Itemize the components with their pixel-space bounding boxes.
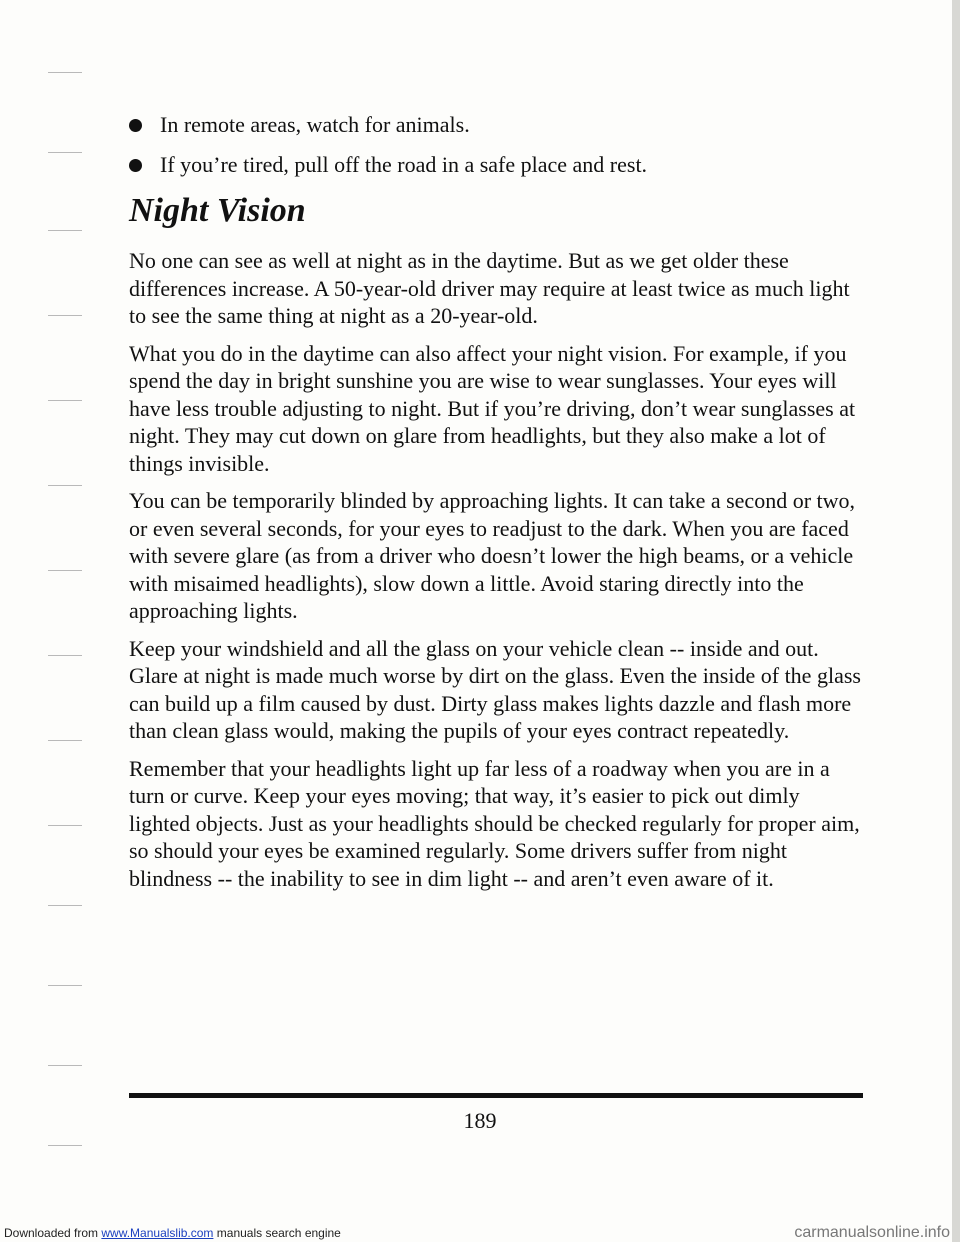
paragraph: What you do in the daytime can also affect your night vision. For example, if you spend the day in bright sunshine you are wise to wear sunglasses. Your eyes will have less trouble adjusting to night. But if you’re driving, don’t wear sunglasses at night. They may cut down on glare from headlights, but they also make a lot of things invisible. — [129, 340, 856, 476]
footer-rule — [129, 1093, 863, 1098]
manualslib-link[interactable]: www.Manualslib.com — [101, 1226, 214, 1240]
margin-tick — [48, 905, 82, 906]
margin-tick — [48, 485, 82, 486]
margin-tick — [48, 740, 82, 741]
page-content — [129, 110, 864, 902]
watermark-suffix: manuals search engine — [213, 1226, 341, 1240]
list-item — [129, 110, 864, 139]
paragraph: No one can see as well at night as in the daytime. But as we get older these differences increase. A 50-year-old driver may require at least twice as much light to see the same thing at night as a 20-year-old. — [129, 248, 850, 328]
page-edge-shadow — [952, 0, 960, 1242]
section-heading: Night Vision — [129, 192, 306, 229]
margin-tick — [48, 230, 82, 231]
margin-tick — [48, 570, 82, 571]
margin-tick — [48, 655, 82, 656]
watermark-right: carmanualsonline.info — [794, 1224, 950, 1241]
paragraph: Keep your windshield and all the glass on your vehicle clean -- inside and out. Glare at night is made much worse by dirt on the glass. Even the inside of the glass can build up a film caused by dust. Dirty glass makes lights dazzle and flash more than clean glass would, making the pupils of your eyes contract repeatedly. — [129, 635, 861, 743]
bullet-text: In remote areas, watch for animals. — [160, 112, 470, 137]
margin-tick — [48, 825, 82, 826]
margin-tick — [48, 152, 82, 153]
margin-tick — [48, 1145, 82, 1146]
paragraph: Remember that your headlights light up far less of a roadway when you are in a turn or curve. Keep your eyes moving; that way, it’s easier to pick out dimly lighted objects. Just as your headlights should be checked regularly for proper aim, so should your eyes be examined regularly. Some drivers suffer from night blindness -- the inability to see in dim light -- and aren’t even aware of it. — [129, 755, 860, 891]
margin-tick — [48, 400, 82, 401]
bullet-list — [129, 110, 864, 179]
margin-tick — [48, 985, 82, 986]
bullet-text: If you’re tired, pull off the road in a safe place and rest. — [160, 152, 648, 177]
watermark-prefix: Downloaded from — [4, 1226, 102, 1240]
watermark-left — [4, 1226, 341, 1240]
margin-tick — [48, 72, 82, 73]
bullet-icon — [129, 119, 142, 132]
list-item — [129, 150, 864, 179]
margin-tick — [48, 1065, 82, 1066]
paragraph: You can be temporarily blinded by approaching lights. It can take a second or two, or even several seconds, for your eyes to readjust to the dark. When you are faced with severe glare (as from a driver who doesn’t lower the high beams, or a vehicle with misaimed headlights), slow down a little. Avoid staring directly into the approaching lights. — [129, 488, 856, 623]
margin-tick — [48, 315, 82, 316]
page-number: 189 — [463, 1108, 497, 1133]
bullet-icon — [129, 159, 142, 172]
